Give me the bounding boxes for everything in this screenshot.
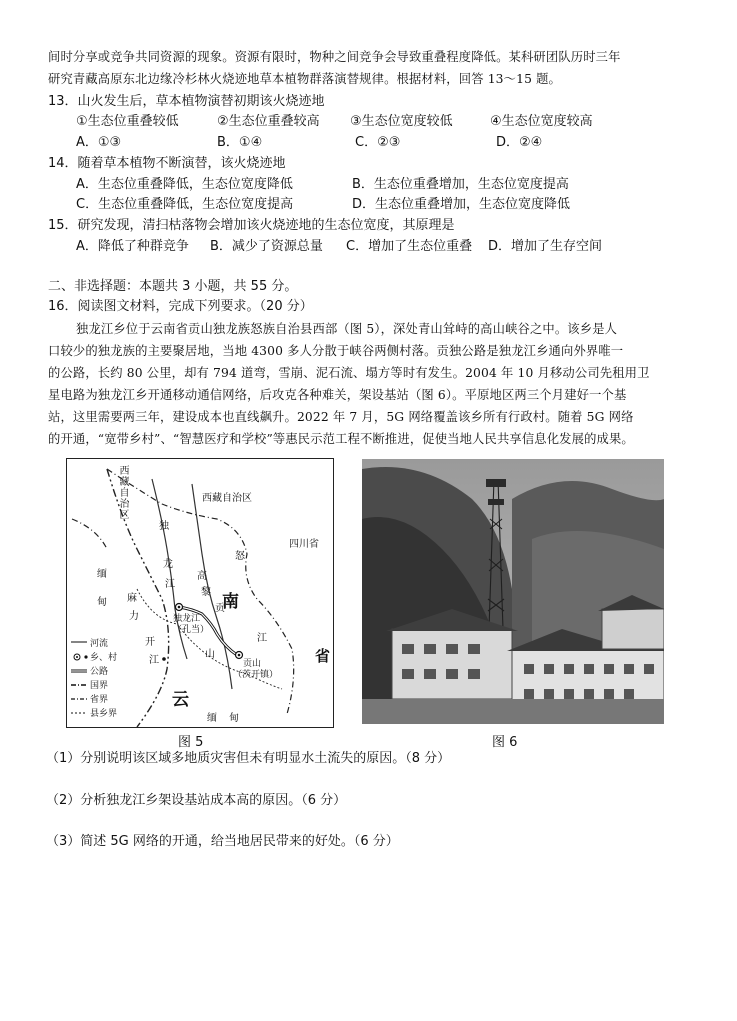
q16-para-5: 站，这里需要两三年，建设成本也直线飙升。2022 年 7 月，5G 网络覆盖该乡所有行政村。随着 5G 网络 (48, 410, 634, 424)
label-sichuan: 四川省 (289, 539, 319, 550)
figure-6-photo (362, 459, 664, 724)
q15-option-a: A．降低了种群竞争 (76, 239, 189, 254)
q13-option-a: A．①③ (76, 135, 122, 150)
q13-item-2: ②生态位重叠较高 (217, 114, 320, 129)
q16-para-2: 口较少的独龙族的主要聚居地，当地 4300 多人分散于峡谷两侧村落。贡独公路是独龙江乡通向外界唯一 (48, 344, 624, 358)
q14-option-b: B．生态位重叠增加，生态位宽度提高 (352, 177, 569, 192)
q16-sub-3: （3）简述 5G 网络的开通，给当地居民带来的好处。（6 分） (46, 834, 399, 849)
q13-item-1: ①生态位重叠较低 (76, 114, 179, 129)
q13-stem: 13．山火发生后，草本植物演替初期该火烧迹地 (48, 94, 325, 109)
label-ma: 麻 (127, 593, 137, 604)
q14-option-d: D．生态位重叠增加，生态位宽度降低 (352, 197, 571, 212)
figure-5-map (66, 458, 334, 728)
label-kongdang: （孔当） (173, 625, 210, 635)
q16-stem: 16．阅读图文材料，完成下列要求。（20 分） (48, 299, 313, 314)
label-shan: 山 (205, 649, 215, 660)
intro-line-2: 研究青藏高原东北边缘冷杉林火烧迹地草本植物群落演替规律。根据材料，回答 13～15 题。 (48, 72, 561, 86)
label-chakai: （茨开镇） (233, 670, 279, 680)
q16-para-1: 独龙江乡位于云南省贡山独龙族怒族自治县西部（图 5），深处青山耸峙的高山峡谷之中。该乡是人 (76, 322, 618, 336)
q16-para-6: 的开通，“宽带乡村”、“智慧医疗和学校”等惠民示范工程不断推进，促使当地人民共享信息化发展的成果。 (48, 432, 634, 446)
legend-river: 河流 (90, 639, 109, 649)
label-gongshan: 贡山 (243, 659, 262, 669)
q14-stem: 14．随着草本植物不断演替，该火烧迹地 (48, 156, 286, 171)
label-mian-2: 缅 (207, 713, 217, 724)
q13-option-b: B．①④ (217, 135, 263, 150)
q15-option-d: D．增加了生存空间 (488, 239, 603, 254)
q16-para-4: 星电路为独龙江乡开通移动通信网络，后攻克各种难关，架设基站（图 6）。平原地区两三个月建好一个基 (48, 388, 627, 402)
label-long: 龙 (163, 559, 173, 570)
label-xizang: 西藏自治区 (202, 493, 252, 504)
q13-item-3: ③生态位宽度较低 (350, 114, 453, 129)
legend-road: 公路 (90, 667, 109, 677)
legend-national-border: 国界 (90, 681, 109, 691)
q13-option-c: C．②③ (355, 135, 401, 150)
legend-county-border: 县乡界 (90, 709, 118, 719)
label-gong: 贡 (215, 603, 225, 614)
figure-5-caption: 图 5 (178, 735, 204, 750)
label-nujiang: 江 (257, 633, 267, 644)
label-dian-1: 甸 (97, 597, 107, 608)
photo-base-station-village (362, 459, 664, 724)
q14-option-a: A．生态位重叠降低，生态位宽度降低 (76, 177, 293, 192)
q16-sub-2: （2）分析独龙江乡架设基站成本高的原因。（6 分） (46, 793, 347, 808)
q15-option-c: C．增加了生态位重叠 (346, 239, 473, 254)
q14-option-c: C．生态位重叠降低，生态位宽度提高 (76, 197, 294, 212)
legend-village: 乡、村 (90, 653, 118, 663)
label-kai: 开 (145, 637, 155, 648)
label-du: 独 (159, 521, 169, 532)
label-mian-1: 缅 (97, 569, 107, 580)
section-2-heading: 二、非选择题：本题共 3 小题，共 55 分。 (48, 279, 298, 294)
label-dulongjiang-town: 独龙江 (173, 614, 201, 624)
q15-option-b: B．减少了资源总量 (210, 239, 323, 254)
legend-province-border: 省界 (90, 695, 109, 705)
label-li: 黎 (201, 587, 211, 598)
q16-sub-1: （1）分别说明该区域多地质灾害但未有明显水土流失的原因。（8 分） (46, 751, 451, 766)
label-jiang2: 江 (149, 655, 159, 666)
label-xizang-vertical: 西藏自治区 (117, 465, 128, 520)
label-dian-2: 甸 (229, 713, 239, 724)
intro-line-1: 间时分享或竞争共同资源的现象。资源有限时，物种之间竞争会导致重叠程度降低。某科研团队历时三年 (48, 50, 621, 64)
q13-option-d: D．②④ (496, 135, 543, 150)
label-sheng: 省 (315, 647, 331, 665)
q15-stem: 15．研究发现，清扫枯落物会增加该火烧迹地的生态位宽度，其原理是 (48, 218, 455, 233)
figure-6-caption: 图 6 (492, 735, 518, 750)
label-li2: 力 (129, 611, 139, 622)
label-gao: 高 (197, 571, 207, 582)
label-nan: 南 (222, 592, 239, 612)
q16-para-3: 的公路，长约 80 公里，却有 794 道弯，雪崩、泥石流、塌方等时有发生。2004 年 10 月移动公司先租用卫 (48, 366, 650, 380)
label-jiang: 江 (165, 579, 175, 590)
q13-item-4: ④生态位宽度较高 (490, 114, 593, 129)
label-yun: 云 (172, 690, 189, 710)
label-nu: 怒 (235, 551, 245, 562)
